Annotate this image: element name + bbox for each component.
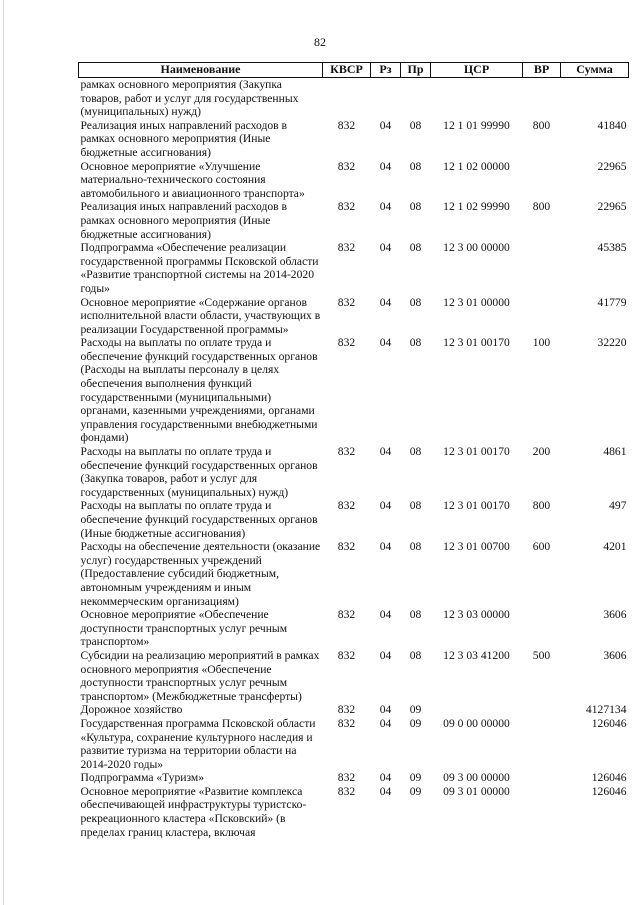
row-vr — [523, 608, 561, 649]
row-vr: 200 — [532, 445, 551, 459]
row-vr — [523, 296, 561, 337]
row-kvsr: 832 — [337, 499, 356, 513]
row-rz: 04 — [379, 241, 392, 255]
row-kvsr: 832 — [337, 784, 356, 798]
row-csr: 12 3 01 00170 — [443, 445, 510, 459]
row-rz: 04 — [379, 540, 392, 554]
row-csr: 09 3 01 00000 — [443, 784, 510, 798]
row-kvsr: 832 — [337, 336, 356, 350]
row-vr — [523, 717, 561, 771]
row-vr: 800 — [532, 200, 551, 214]
scan-edge-left — [3, 0, 4, 905]
row-rz: 04 — [379, 499, 392, 513]
row-sum: 4201 — [603, 540, 627, 554]
row-vr — [523, 78, 561, 119]
row-vr: 600 — [532, 540, 551, 554]
row-sum: 45385 — [597, 241, 627, 255]
row-kvsr: 832 — [337, 159, 356, 173]
row-kvsr: 832 — [337, 295, 356, 309]
header-rz: Рз — [371, 63, 401, 78]
row-sum: 41840 — [597, 118, 627, 132]
row-csr: 12 1 02 99990 — [443, 200, 510, 214]
table-row — [79, 499, 629, 540]
row-pr: 09 — [409, 784, 422, 798]
row-vr: 800 — [532, 499, 551, 513]
row-csr: 12 3 01 00000 — [443, 295, 510, 309]
row-kvsr: 832 — [337, 608, 356, 622]
row-csr: 12 3 03 00000 — [443, 608, 510, 622]
row-pr — [401, 78, 431, 119]
table-row — [79, 336, 629, 445]
row-rz: 04 — [379, 716, 392, 730]
row-rz: 04 — [379, 784, 392, 798]
row-csr: 12 3 01 00170 — [443, 336, 510, 350]
row-sum — [561, 78, 629, 119]
row-sum: 3606 — [603, 608, 627, 622]
row-vr: 100 — [532, 336, 551, 350]
row-rz: 04 — [379, 771, 392, 785]
row-kvsr: 832 — [337, 200, 356, 214]
table-row — [79, 296, 629, 337]
row-rz: 04 — [379, 295, 392, 309]
row-name: Субсидии на реализацию мероприятий в рамках основного мероприятия «Обеспечение доступности транспортных услуг речным транспортом» (Межбюджетные трансферты) — [80, 648, 320, 703]
table-row — [79, 119, 629, 160]
table-row — [79, 703, 629, 717]
row-csr: 12 3 01 00700 — [443, 540, 510, 554]
row-name: Основное мероприятие «Содержание органов исполнительной власти области, участвующих в реализации Государственной программы» — [80, 295, 321, 336]
row-rz: 04 — [379, 159, 392, 173]
row-csr — [431, 703, 523, 717]
row-csr: 09 3 00 00000 — [443, 771, 510, 785]
row-kvsr: 832 — [337, 445, 356, 459]
row-name: Реализация иных направлений расходов в рамках основного мероприятия (Иные бюджетные ассигнования) — [80, 118, 287, 159]
row-csr: 12 3 00 00000 — [443, 241, 510, 255]
row-pr: 08 — [409, 608, 422, 622]
row-sum: 4127134 — [585, 703, 627, 717]
row-rz: 04 — [379, 445, 392, 459]
row-csr: 12 3 01 00170 — [443, 499, 510, 513]
row-sum: 497 — [609, 499, 627, 513]
row-pr: 08 — [409, 200, 422, 214]
row-kvsr: 832 — [337, 716, 356, 730]
row-name: рамках основного мероприятия (Закупка товаров, работ и услуг для государственных (муниципальных) нужд) — [80, 78, 299, 119]
row-kvsr: 832 — [337, 771, 356, 785]
row-rz: 04 — [379, 703, 392, 717]
table-row — [79, 241, 629, 295]
row-csr — [431, 78, 523, 119]
row-sum: 3606 — [603, 648, 627, 662]
row-name: Расходы на обеспечение деятельности (оказание услуг) государственных учреждений (Предоставление субсидий бюджетным, автономным учреждениям и иным некоммерческим организациям) — [80, 540, 321, 608]
row-sum: 126046 — [591, 771, 627, 785]
row-name: Расходы на выплаты по оплате труда и обеспечение функций государственных органов (Закупка товаров, работ и услуг для государственных (муниципальных) нужд) — [80, 445, 318, 499]
row-csr: 12 1 01 99990 — [443, 118, 510, 132]
table-header-row — [79, 63, 629, 78]
row-csr: 12 3 03 41200 — [443, 648, 510, 662]
row-vr — [523, 160, 561, 201]
row-sum: 126046 — [591, 716, 627, 730]
table-row — [79, 771, 629, 785]
row-vr: 500 — [532, 648, 551, 662]
row-pr: 08 — [409, 445, 422, 459]
row-sum: 41779 — [597, 295, 627, 309]
row-sum: 126046 — [591, 784, 627, 798]
table-row — [79, 200, 629, 241]
row-name: Основное мероприятие «Обеспечение доступности транспортных услуг речным транспортом» — [80, 608, 288, 649]
table-row — [79, 785, 629, 839]
row-name: Подпрограмма «Туризм» — [80, 771, 205, 785]
table-row — [79, 717, 629, 771]
row-rz: 04 — [379, 608, 392, 622]
row-kvsr: 832 — [337, 540, 356, 554]
row-name: Расходы на выплаты по оплате труда и обеспечение функций государственных органов (Иные бюджетные ассигнования) — [80, 499, 318, 540]
header-csr: ЦСР — [431, 63, 523, 78]
row-pr: 09 — [409, 716, 422, 730]
row-rz: 04 — [379, 336, 392, 350]
page-number: 82 — [314, 35, 326, 49]
row-pr: 09 — [409, 703, 422, 717]
row-name: Подпрограмма «Обеспечение реализации государственной программы Псковской области «Развитие транспортной системы на 2014-2020 годы» — [80, 241, 319, 295]
table-row — [79, 540, 629, 608]
row-sum: 32220 — [597, 336, 627, 350]
row-pr: 08 — [409, 648, 422, 662]
row-kvsr — [323, 78, 371, 119]
row-vr — [523, 771, 561, 785]
row-kvsr: 832 — [337, 241, 356, 255]
row-name: Основное мероприятие «Улучшение материально-технического состояния автомобильного и авиационного транспорта» — [80, 159, 305, 200]
row-vr — [523, 241, 561, 295]
header-name: Наименование — [79, 63, 323, 78]
row-kvsr: 832 — [337, 118, 356, 132]
row-vr — [523, 785, 561, 839]
row-name: Реализация иных направлений расходов в рамках основного мероприятия (Иные бюджетные ассигнования) — [80, 200, 287, 241]
table-row — [79, 445, 629, 499]
table-row — [79, 608, 629, 649]
header-pr: Пр — [401, 63, 431, 78]
row-pr: 08 — [409, 118, 422, 132]
row-sum: 22965 — [597, 200, 627, 214]
row-name: Основное мероприятие «Развитие комплекса обеспечивающей инфраструктуры туристско-рекреационного кластера «Псковский» (в пределах границ кластера, включая — [80, 784, 307, 839]
row-rz — [371, 78, 401, 119]
row-vr: 800 — [532, 118, 551, 132]
header-sum: Сумма — [561, 63, 629, 78]
row-pr: 08 — [409, 159, 422, 173]
row-rz: 04 — [379, 200, 392, 214]
table-row — [79, 78, 629, 119]
row-kvsr: 832 — [337, 648, 356, 662]
row-csr: 09 0 00 00000 — [443, 716, 510, 730]
row-pr: 08 — [409, 540, 422, 554]
row-name: Государственная программа Псковской области «Культура, сохранение культурного наследия и развитие туризма на территории области на 2014-2020 годы» — [80, 716, 316, 771]
row-sum: 4861 — [603, 445, 627, 459]
budget-table — [78, 62, 629, 839]
row-pr: 08 — [409, 241, 422, 255]
row-vr — [523, 703, 561, 717]
header-vr: ВР — [523, 63, 561, 78]
row-csr: 12 1 02 00000 — [443, 159, 510, 173]
row-pr: 08 — [409, 499, 422, 513]
table-row — [79, 649, 629, 703]
row-name: Дорожное хозяйство — [80, 703, 183, 717]
row-rz: 04 — [379, 648, 392, 662]
row-pr: 08 — [409, 336, 422, 350]
row-kvsr: 832 — [337, 703, 356, 717]
row-pr: 09 — [409, 771, 422, 785]
row-sum: 22965 — [597, 159, 627, 173]
row-name: Расходы на выплаты по оплате труда и обеспечение функций государственных органов (Расходы на выплаты персоналу в целях обеспечения выполнения функций государственными (муниципальными) органами, казенными учреждениями, органами управления государственными внебюджетными фондами) — [80, 336, 318, 445]
row-rz: 04 — [379, 118, 392, 132]
row-pr: 08 — [409, 295, 422, 309]
table-row — [79, 160, 629, 201]
header-kvsr: КВСР — [323, 63, 371, 78]
